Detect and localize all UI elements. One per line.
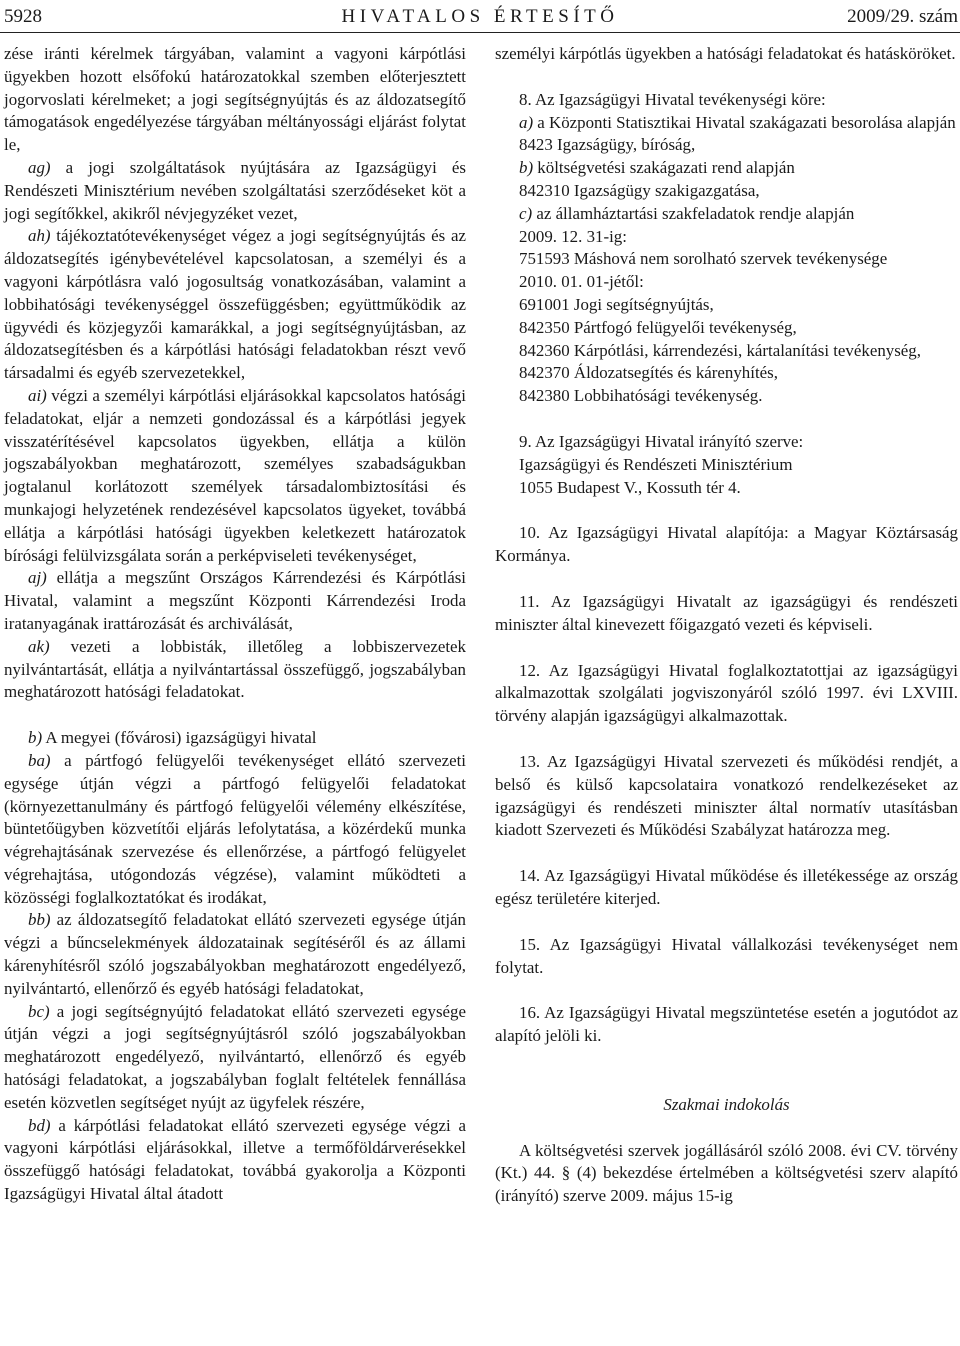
left-column bbox=[4, 43, 466, 1206]
paragraph-bc bbox=[4, 1001, 466, 1115]
paragraph-b bbox=[4, 727, 466, 750]
item-label: bb) bbox=[28, 910, 51, 930]
item-text: az áldozatsegítő feladatokat ellátó szervezeti egysége útján végzi a bűncselekmények áldozatainak segítéséről és az állami kárenyhítésről szóló jogszabályokban meghatározott engedélyező, nyilvántartó, ellenőrző és egyéb hatósági feladatokat, bbox=[4, 910, 466, 998]
section-8-c-value6: 842380 Lobbihatósági tevékenység. bbox=[519, 386, 763, 406]
section-8-c-value2: 691001 Jogi segítségnyújtás, bbox=[519, 294, 714, 314]
paragraph-bb bbox=[4, 909, 466, 1000]
item-text: a jogi segítségnyújtó feladatokat ellátó szervezeti egysége útján végzi a jogi segítségnyújtásról szóló jogszabályokban meghatározott engedélyező, nyilvántartó, ellenőrző és egyéb hatósági feladatokat, a jogszabályban foglalt feltételek fennállása esetén közvetlen segítséget nyújt az ügyfelek részére, bbox=[4, 1001, 466, 1112]
section-13: 13. Az Igazságügyi Hivatal szervezeti és működési rendjét, a belső és külső kapcsolataira vonatkozó rendelkezéseket az igazságügyi és rendészeti miniszter által normatív utasításban kiadott Szervezeti és Működési Szabályzat határozza meg. bbox=[495, 751, 958, 840]
item-text: a Központi Statisztikai Hivatal szakágazati besorolása alapján bbox=[533, 112, 956, 132]
item-text: vezeti a lobbisták, illetőleg a lobbiszervezetek nyilvántartását, ellátja a nyilvántartással összefüggő, jogszabályban meghatározott hatósági feladatokat. bbox=[4, 636, 466, 702]
item-text: költségvetési szakágazati rend alapján bbox=[533, 158, 795, 178]
paragraph-ak bbox=[4, 636, 466, 704]
section-11: 11. Az Igazságügyi Hivatalt az igazságügyi és rendészeti miniszter által kinevezett főigazgató vezeti és képviseli. bbox=[495, 591, 958, 634]
section-heading: Szakmai indokolás bbox=[663, 1094, 790, 1114]
item-label: a) bbox=[519, 112, 534, 132]
item-text: ellátja a megszűnt Országos Kárrendezési és Kárpótlási Hivatal, valamint a megszűnt Központi Kárrendezési Iroda iratanyagának irattározását és archiválását, bbox=[4, 568, 466, 633]
section-8-a bbox=[495, 112, 958, 135]
paragraph-ah bbox=[4, 225, 466, 385]
item-text: az államháztartási szakfeladatok rendje alapján bbox=[532, 203, 855, 223]
item-text: a pártfogó felügyelői tevékenységet ellátó szervezeti egysége útján végzi a pártfogó felügyelői feladatokat (környezettanulmány és pártfogó felügyelői vélemény elkészítése, büntetőügyben közvetítői eljárás lefolytatása, a közérdekű munka végrehajtásának szervezése és ellenőrzése, a pártfogó felügyelet végrehajtása, utógondozás végzése), valamint működteti a közösségi foglalkoztatókat és irodákat, bbox=[4, 750, 466, 907]
item-label: ai) bbox=[28, 385, 47, 405]
item-label: ba) bbox=[28, 750, 51, 770]
section-8-c-value5: 842370 Áldozatsegítés és kárenyhítés, bbox=[519, 363, 778, 383]
item-label: c) bbox=[519, 203, 533, 223]
section-9-line2: Igazságügyi és Rendészeti Minisztérium bbox=[519, 454, 793, 474]
paragraph-aj bbox=[4, 567, 466, 635]
paragraph-ai bbox=[4, 385, 466, 567]
section-8-c bbox=[495, 203, 958, 226]
section-8-b-value: 842310 Igazságügy szakigazgatása, bbox=[519, 180, 760, 200]
page-number: 5928 bbox=[4, 6, 42, 27]
section-8-c-value4: 842360 Kárpótlási, kárrendezési, kártalanítási tevékenység, bbox=[519, 340, 921, 360]
item-text: végzi a személyi kárpótlási eljárásokkal kapcsolatos hatósági feladatokat, eljár a nemzeti gondozással és a kárpótlási jegyek visszatérítésével kapcsolatos ügyekben, ellátja a külön jogszabályokban meghatározott, személyes szabadságukban jogtalanul korlátozott személyek társadalombiztosítási és munkajogi helyzetének rendezésével kapcsolatos ügyeket, továbbá ellátja a kárpótlási hatósági ügyekben keletkezett határozatok bírósági felülvizsgálata során a perképviseleti tevékenységet, bbox=[4, 385, 466, 565]
section-16: 16. Az Igazságügyi Hivatal megszüntetése esetén a jogutódot az alapító jelöli ki. bbox=[495, 1003, 958, 1046]
section-8-c-value1: 751593 Máshová nem sorolható szervek tevékenysége bbox=[519, 249, 888, 269]
item-label: bc) bbox=[28, 1001, 50, 1021]
section-9-line3: 1055 Budapest V., Kossuth tér 4. bbox=[519, 477, 741, 497]
paragraph-ba bbox=[4, 750, 466, 910]
section-9-line1: 9. Az Igazságügyi Hivatal irányító szerve: bbox=[519, 431, 804, 451]
section-8-c-date1: 2009. 12. 31-ig: bbox=[519, 226, 627, 246]
item-label: ah) bbox=[28, 226, 51, 246]
item-label: b) bbox=[28, 728, 43, 748]
item-text: A megyei (fővárosi) igazságügyi hivatal bbox=[42, 728, 317, 748]
section-15: 15. Az Igazságügyi Hivatal vállalkozási tevékenységet nem folytat. bbox=[495, 934, 958, 977]
section-12: 12. Az Igazságügyi Hivatal foglalkoztatottjai az igazságügyi alkalmazottak szolgálati jogviszonyáról szóló 1997. évi LXVIII. törvény alapján igazságügyi alkalmazottak. bbox=[495, 660, 958, 726]
item-label: aj) bbox=[28, 568, 47, 588]
section-8-c-date2: 2010. 01. 01-jétől: bbox=[519, 272, 644, 292]
item-label: ak) bbox=[28, 636, 50, 656]
section-8-title: 8. Az Igazságügyi Hivatal tevékenységi köre: bbox=[519, 89, 826, 109]
section-8-b bbox=[495, 157, 958, 180]
right-column bbox=[495, 43, 958, 1208]
paragraph: zése iránti kérelmek tárgyában, valamint a vagyoni kárpótlási ügyekben hozott elsőfokú határozatokkal szemben előterjesztett jogorvoslati kérelmeket; a jogi segítségnyújtás és az áldozatsegítő támogatások engedélyezése tárgyában méltányossági eljárást folytat le, bbox=[4, 44, 466, 155]
paragraph-ag bbox=[4, 157, 466, 225]
page-header bbox=[0, 2, 960, 32]
item-text: tájékoztatótevékenységet végez a jogi segítségnyújtás és az áldozatsegítés igénybevételével kapcsolatosan, a személyi és a vagyoni kárpótlásra való jogosultság vonatkozásában, valamint a lobbihatósági tevékenységgel összefüggésben; együttműködik az ügyvédi és közjegyzői kamarákkal, a jogi segítségnyújtásban, az áldozatsegítésben és a kárpótlási hatósági feladatokban részt vevő társadalmi és egyéb szervezetekkel, bbox=[4, 226, 466, 383]
item-text: a kárpótlási feladatokat ellátó szervezeti egysége végzi a vagyoni kárpótlási eljárásokkal, illetve a termőföldárverésekkel összefüggő hatósági feladatokat, továbbá gyakorolja a Központi Igazságügyi Hivatal által átadott bbox=[4, 1115, 466, 1204]
section-14: 14. Az Igazságügyi Hivatal működése és illetékessége az ország egész területére kiterjed. bbox=[495, 866, 958, 908]
issue-number: 2009/29. szám bbox=[847, 6, 958, 27]
item-text: a jogi szolgáltatások nyújtására az Igazságügyi és Rendészeti Minisztérium nevében szolgáltatási szerződéseket köt a jogi segítőkkel, akikről névjegyzéket vezet, bbox=[4, 157, 466, 223]
section-8-a-value: 8423 Igazságügy, bíróság, bbox=[519, 135, 696, 155]
item-label: b) bbox=[519, 158, 534, 178]
final-paragraph: A költségvetési szervek jogállásáról szóló 2008. évi CV. törvény (Kt.) 44. § (4) bekezdése értelmében a költségvetési szerv alapító (irányító) szerve 2009. május 15-ig bbox=[495, 1140, 958, 1206]
header-rule bbox=[0, 32, 960, 33]
section-8-c-value3: 842350 Pártfogó felügyelői tevékenység, bbox=[519, 317, 797, 337]
paragraph: személyi kárpótlás ügyekben a hatósági feladatokat és hatásköröket. bbox=[495, 44, 956, 63]
journal-title: HIVATALOS ÉRTESÍTŐ bbox=[341, 6, 619, 27]
section-10: 10. Az Igazságügyi Hivatal alapítója: a Magyar Köztársaság Kormánya. bbox=[495, 523, 958, 566]
paragraph-bd bbox=[4, 1115, 466, 1206]
item-label: bd) bbox=[28, 1115, 51, 1135]
item-label: ag) bbox=[28, 157, 51, 177]
